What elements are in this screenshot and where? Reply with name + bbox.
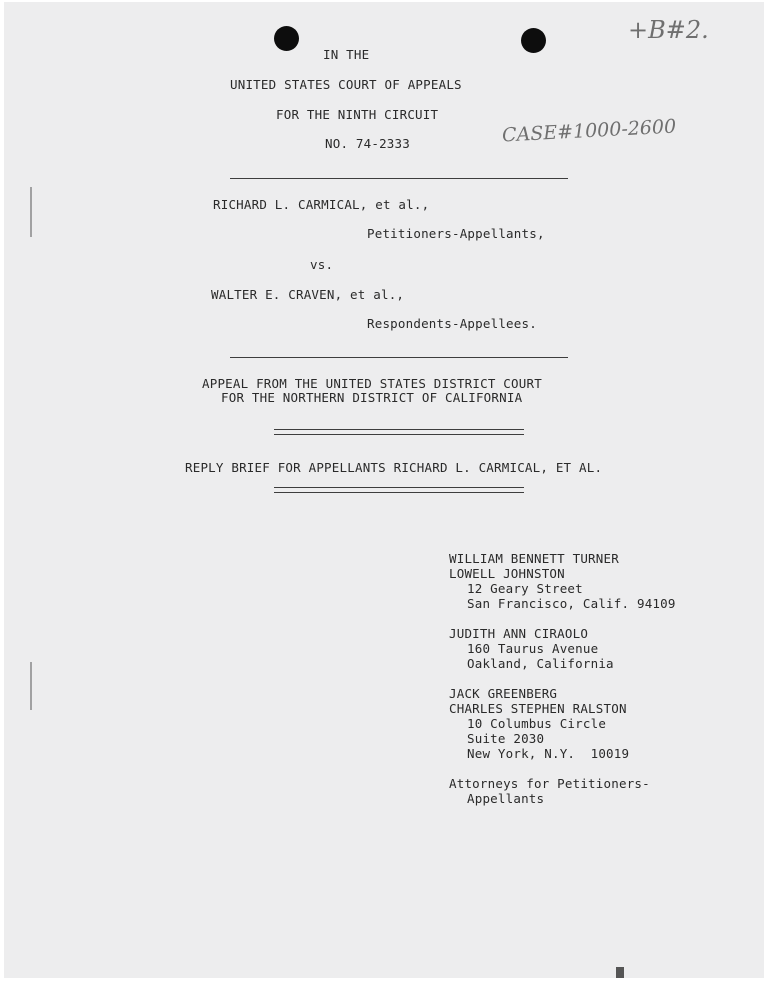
petitioner-role: Petitioners-Appellants, bbox=[367, 226, 545, 241]
attorney-name: LOWELL JOHNSTON bbox=[449, 566, 565, 581]
circuit-name: FOR THE NINTH CIRCUIT bbox=[276, 107, 439, 122]
handwritten-case-number: CASE#1000-2600 bbox=[501, 115, 677, 147]
divider-rule bbox=[230, 357, 568, 358]
docket-number: NO. 74-2333 bbox=[325, 136, 410, 151]
respondent-name: WALTER E. CRAVEN, et al., bbox=[211, 287, 405, 302]
double-rule bbox=[274, 429, 524, 435]
attorney-name: JUDITH ANN CIRAOLO bbox=[449, 626, 589, 641]
caption-in-the: IN THE bbox=[323, 47, 370, 62]
attorney-address-line: San Francisco, Calif. 94109 bbox=[467, 596, 676, 611]
attorney-address-line: 160 Taurus Avenue bbox=[467, 641, 599, 656]
punch-hole-right bbox=[521, 28, 546, 53]
punch-hole-left bbox=[274, 26, 299, 51]
scan-mark bbox=[30, 662, 32, 710]
appeal-line-1: APPEAL FROM THE UNITED STATES DISTRICT COURT bbox=[202, 376, 542, 391]
versus-label: vs. bbox=[310, 257, 334, 272]
petitioner-name: RICHARD L. CARMICAL, et al., bbox=[213, 197, 430, 212]
brief-title: REPLY BRIEF FOR APPELLANTS RICHARD L. CARMICAL, ET AL. bbox=[185, 460, 603, 475]
court-name: UNITED STATES COURT OF APPEALS bbox=[230, 77, 462, 92]
attorneys-for-label: Attorneys for Petitioners- bbox=[449, 776, 650, 791]
attorney-name: CHARLES STEPHEN RALSTON bbox=[449, 701, 627, 716]
attorney-name: JACK GREENBERG bbox=[449, 686, 558, 701]
attorney-address-line: 10 Columbus Circle bbox=[467, 716, 607, 731]
attorney-address-line: Oakland, California bbox=[467, 656, 614, 671]
scan-mark bbox=[616, 967, 624, 978]
attorney-name: WILLIAM BENNETT TURNER bbox=[449, 551, 619, 566]
attorney-address-line: New York, N.Y. 10019 bbox=[467, 746, 630, 761]
handwritten-exhibit-note: +B#2. bbox=[628, 16, 709, 44]
document-page bbox=[4, 2, 764, 978]
attorney-address-line: 12 Geary Street bbox=[467, 581, 583, 596]
attorneys-for-label-cont: Appellants bbox=[467, 791, 545, 806]
appeal-line-2: FOR THE NORTHERN DISTRICT OF CALIFORNIA bbox=[221, 390, 523, 405]
divider-rule bbox=[230, 178, 568, 179]
respondent-role: Respondents-Appellees. bbox=[367, 316, 537, 331]
double-rule bbox=[274, 487, 524, 493]
attorney-address-line: Suite 2030 bbox=[467, 731, 545, 746]
scan-mark bbox=[30, 187, 32, 237]
